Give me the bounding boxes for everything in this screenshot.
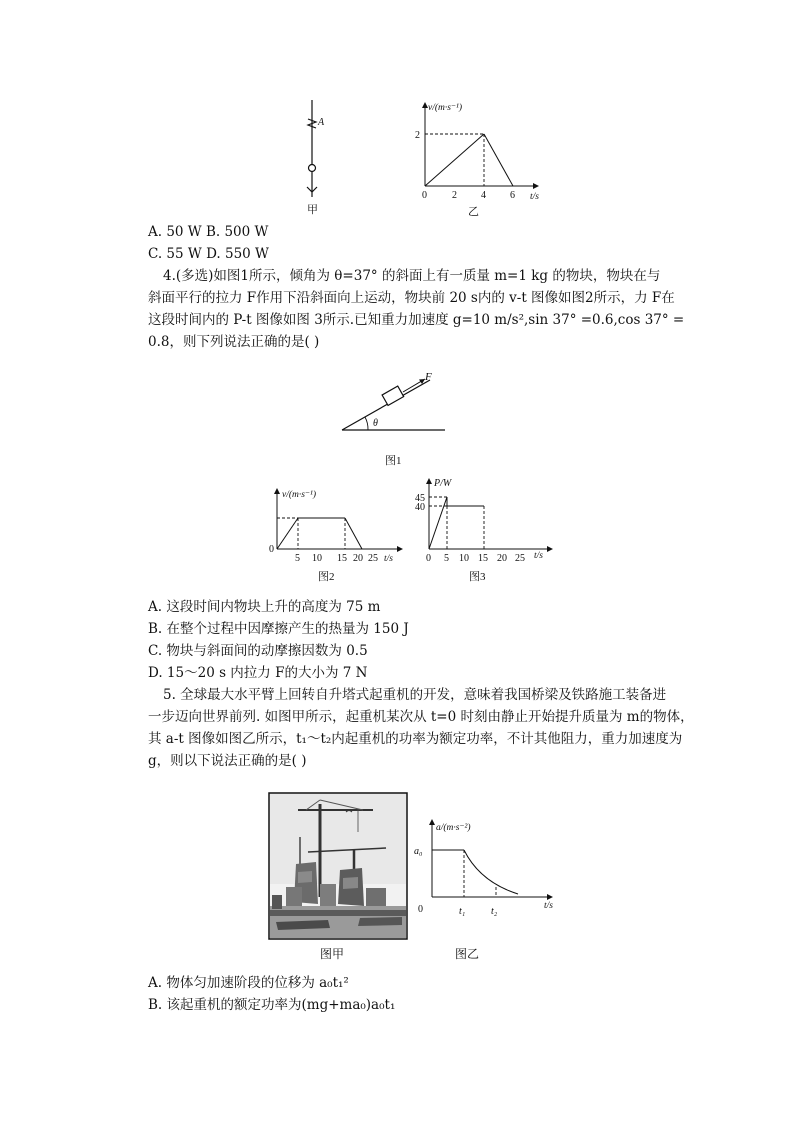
q4-stem-line1: 4.(多选)如图1所示，倾角为 θ=37° 的斜面上有一质量 m=1 kg 的物块，物块在与 [163,268,661,284]
q4-fig3-line-rise [429,497,447,549]
q4-fig3-ytick: 40 [415,502,425,513]
q5-figure-jia-photo [268,792,408,940]
q3-yi-xlabel: t/s [530,192,539,202]
q5-figyi-caption: 图乙 [455,947,480,961]
q3-figure-yi [410,98,550,220]
q3-v-rise [425,134,484,186]
q4-option-B: B. 在整个过程中因摩擦产生的热量为 150 J [148,621,409,637]
q3-label-A: A [318,117,325,128]
q4-fig3-xtick: 20 [497,553,507,564]
q4-fig3-xtick: 0 [426,553,431,564]
q4-fig2-xtick: 25 [368,553,378,564]
q5-figyi-a0: a₀ [414,846,423,857]
q4-fig2-ylabel: v/(m·s⁻¹) [282,490,316,500]
q4-fig2-xtick: 15 [337,553,347,564]
q3-yi-ytick: 2 [415,130,420,141]
q4-fig3-xtick: 10 [459,553,469,564]
q4-fig1-theta: θ [373,418,378,429]
q4-fig2-line-accel [277,518,298,549]
q5-figure-yi [410,812,560,924]
q4-option-C: C. 物块与斜面间的动摩擦因数为 0.5 [148,643,368,659]
q4-fig2-line-decel [345,518,362,549]
q5-option-A: A. 物体匀加速阶段的位移为 a₀t₁² [148,975,349,991]
q4-fig3-caption: 图3 [469,571,486,583]
q4-fig2-xtick: 5 [295,553,300,564]
q5-stem-line2: 一步迈向世界前列. 如图甲所示，起重机某次从 t=0 时刻由静止开始提升质量为 m的物体， [148,709,694,725]
q3-yi-xtick: 0 [422,190,427,201]
q4-fig3-xtick: 5 [444,553,449,564]
q3-options-line1: A. 50 W B. 500 W [148,224,269,240]
q4-stem-line2: 斜面平行的拉力 F作用下沿斜面向上运动，物块前 20 s内的 v-t 图像如图2所示，力 F在 [148,290,675,306]
q4-fig3-ytick: 45 [415,493,425,504]
q4-fig2-xlabel: t/s [384,554,393,564]
q4-stem-line4: 0.8，则下列说法正确的是( ) [148,334,320,350]
q3-yi-ylabel: v/(m·s⁻¹) [428,103,462,113]
q5-figyi-xlabel: t/s [544,901,553,911]
q4-figure-1 [335,368,455,468]
q4-option-D: D. 15～20 s 内拉力 F的大小为 7 N [148,665,368,681]
q4-stem-line3: 这段时间内的 P-t 图像如图 3所示.已知重力加速度 g=10 m/s²,sin 37° =0.6,cos 37° = [148,312,685,328]
q5-figyi-origin: 0 [418,904,423,915]
q4-fig3-xlabel: t/s [534,551,543,561]
q4-fig2-xtick: 10 [312,553,322,564]
q3-options-line2: C. 55 W D. 550 W [148,246,269,262]
q5-a-decay [464,850,518,894]
q5-stem-line1: 5. 全球最大水平臂上回转自升塔式起重机的开发，意味着我国桥梁及铁路施工装备进 [163,687,667,703]
q4-fig1-F: F [425,371,432,383]
q5-figyi-ylabel: a/(m·s⁻²) [436,823,471,833]
q5-figyi-t2: t₂ [491,906,498,917]
q5-stem-line4: g，则以下说法正确的是( ) [148,753,307,769]
q3-yi-xtick: 4 [481,190,486,201]
q3-v-fall [484,134,513,186]
q4-option-A: A. 这段时间内物块上升的高度为 75 m [148,599,381,615]
q3-yi-xtick: 2 [452,190,457,201]
q4-fig3-ylabel: P/W [434,478,452,489]
q3-figure-jia [290,95,350,220]
q4-fig3-xtick: 15 [478,553,488,564]
q3-caption-jia: 甲 [307,204,318,216]
q5-stem-line3: 其 a-t 图像如图乙所示，t₁～t₂内起重机的功率为额定功率，不计其他阻力，重力加速度为 [148,731,683,747]
q4-figure-3 [412,474,560,584]
q5-figyi-t1: t₁ [459,906,466,917]
q5-figjia-caption: 图甲 [320,947,345,961]
q4-fig2-xtick: 0 [269,544,274,555]
q4-fig2-caption: 图2 [318,571,335,583]
q4-figure-2 [262,482,410,584]
q4-fig1-caption: 图1 [385,455,402,467]
q4-fig3-xtick: 25 [515,553,525,564]
q5-option-B: B. 该起重机的额定功率为(mg+ma₀)a₀t₁ [148,997,396,1013]
q3-yi-xtick: 6 [510,190,515,201]
q3-caption-yi: 乙 [468,206,479,218]
q4-fig2-xtick: 20 [353,553,363,564]
